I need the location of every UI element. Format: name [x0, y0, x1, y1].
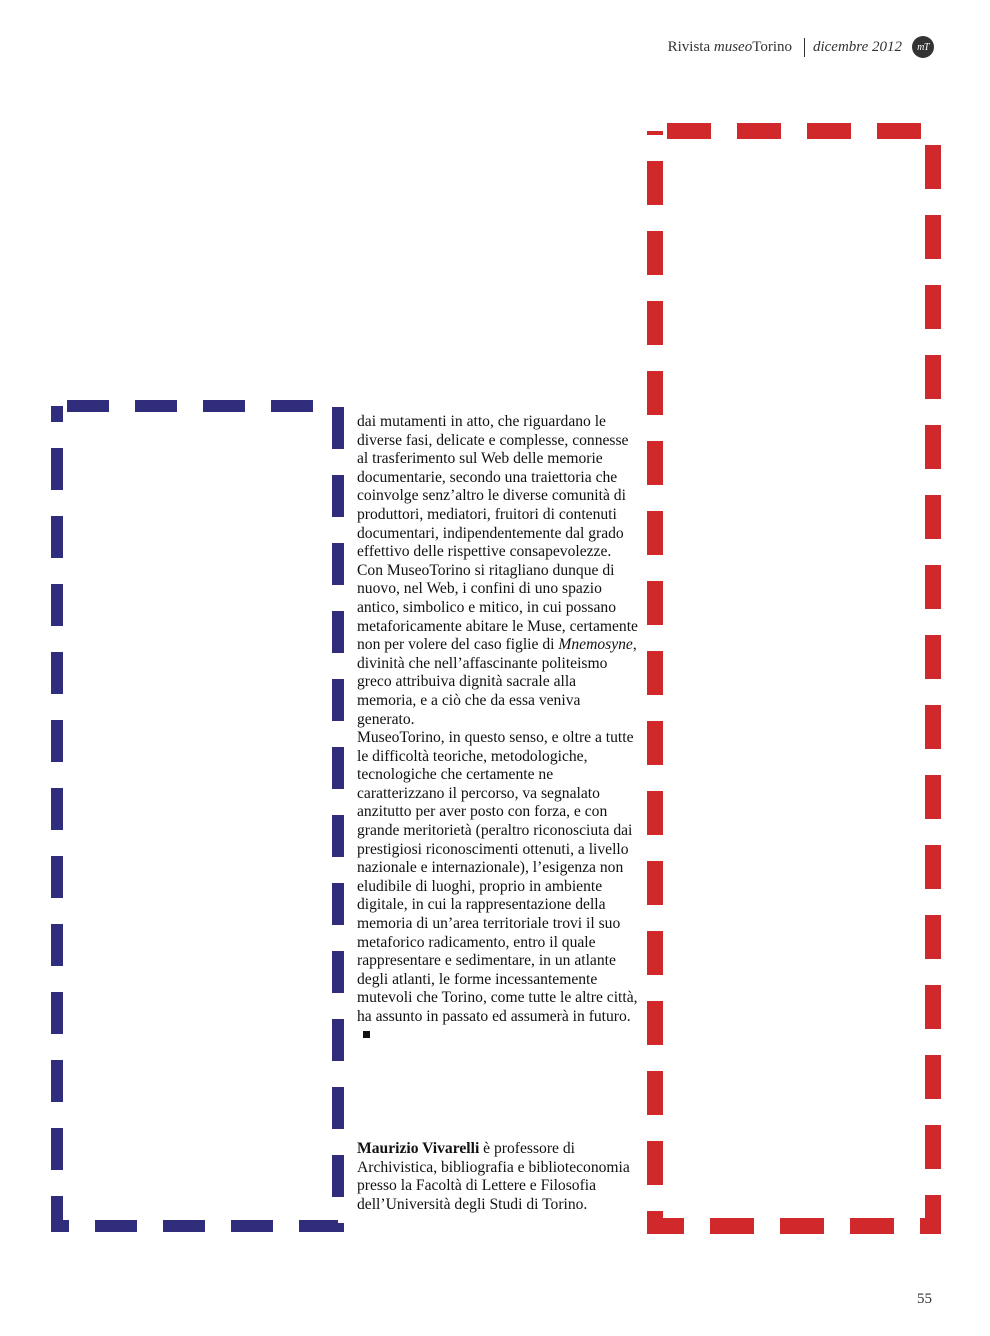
end-of-article-mark — [363, 1031, 370, 1038]
publication-name-italic: museo — [713, 38, 753, 55]
page-number: 55 — [917, 1291, 932, 1307]
magazine-logo-icon: mT — [912, 36, 934, 58]
blue-frame-border — [57, 406, 338, 1226]
header-separator — [804, 38, 805, 57]
article-paragraph-1: dai mutamenti in atto, che riguardano le diverse fasi, delicate e complesse, connesse al trasferimento sul Web delle memorie documentarie, secondo una traiettoria che coinvolge senz’altro le diverse comunità di produttori, mediatori, fruitori di contenuti documentari, indipendentemente dal grado effettivo delle rispettive consapevolezze. Con MuseoTorino si ritagliano dunque di nuovo, nel Web, i confini di uno spazio antico, simbolico e mitico, in cui possano metaforicamente abitare le Muse, certamente non per volere del caso figlie di Mnemosyne, divinità che nell’affascinante politeismo greco attribuiva dignità sacrale alla memoria, e a ciò che da essa veniva generato. — [357, 413, 638, 728]
article-body — [357, 413, 639, 1045]
mnemosyne-italic: Mnemosyne — [558, 636, 633, 654]
author-bio-text: è professore di Archivistica, bibliografia e biblioteconomia presso la Facoltà di Lettere e Filosofia dell’Università degli Studi di Torino. — [357, 1140, 630, 1213]
blue-dashed-frame — [51, 400, 344, 1232]
publication-name: Rivista museoTorino — [667, 38, 792, 55]
author-bio — [357, 1140, 639, 1214]
red-dashed-frame — [647, 123, 941, 1234]
page-header — [668, 36, 934, 58]
author-name: Maurizio Vivarelli — [357, 1140, 480, 1157]
issue-date: dicembre 2012 — [812, 38, 902, 55]
article-paragraph-2: MuseoTorino, in questo senso, e oltre a tutte le difficoltà teoriche, metodologiche, tecnologiche che certamente ne caratterizzano il percorso, va segnalato anzitutto per aver posto con forza, e con grande meritorietà (peraltro riconosciuta dai prestigiosi riconoscimenti ottenuti, a livello nazionale e internazionale), l’esigenza non eludibile di luoghi, proprio in ambiente digitale, in cui la rappresentazione della memoria di un’area territoriale trovi il suo metaforico radicamento, entro il quale rappresentare e sedimentare, in un atlante degli atlanti, le forme incessantemente mutevoli che Torino, come tutte le altre città, ha assunto in passato ed assumerà in futuro. — [357, 729, 639, 1045]
red-frame-border — [655, 131, 933, 1226]
